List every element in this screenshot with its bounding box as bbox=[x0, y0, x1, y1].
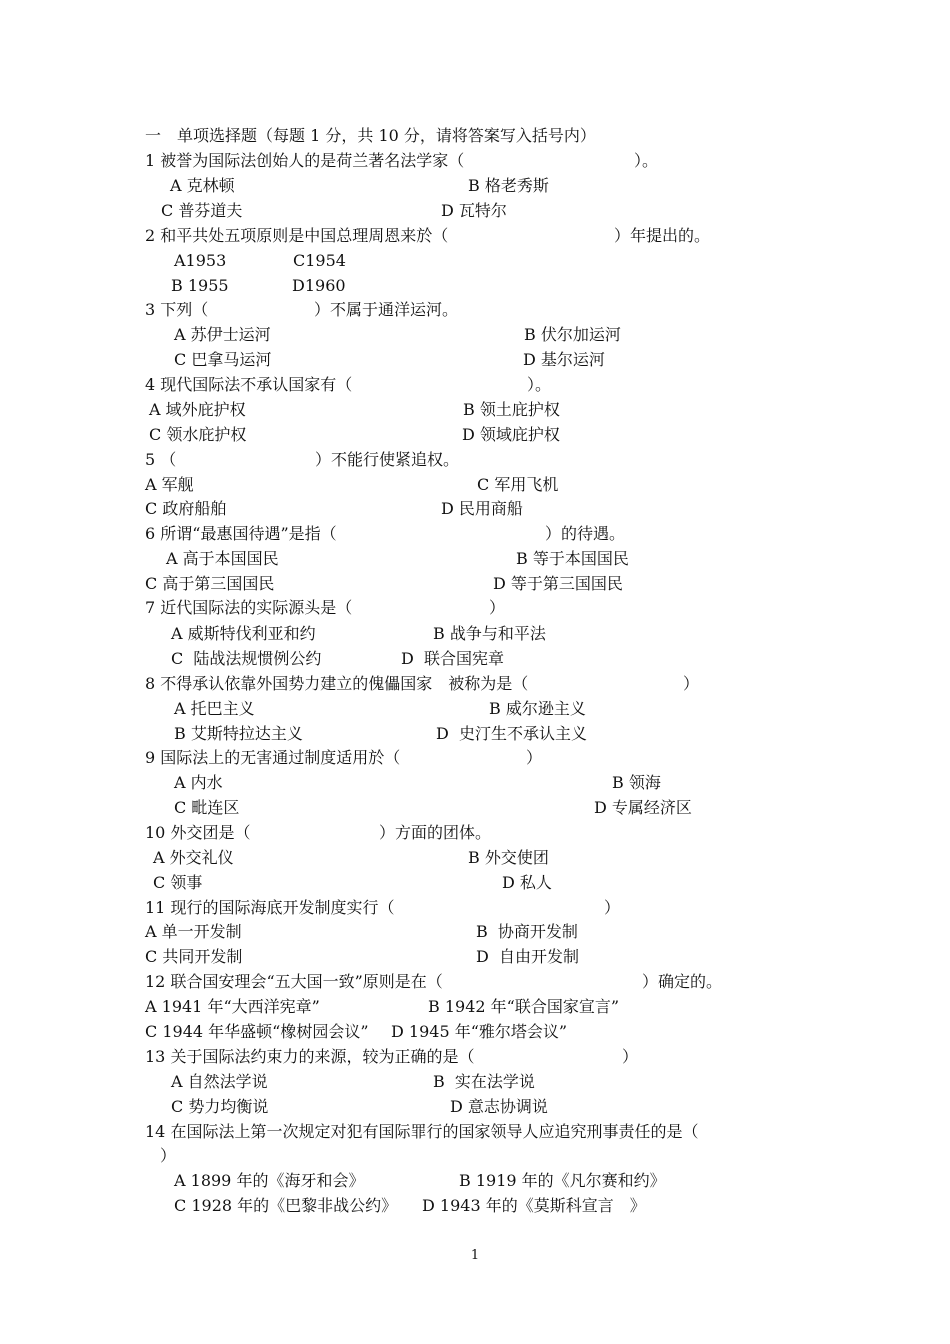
question-4-option-a: A 域外庇护权 bbox=[149, 400, 246, 419]
question-5-option-c2: C 政府船舶 bbox=[145, 499, 227, 518]
question-14-option-d: D 1943 年的《莫斯科宣言 》 bbox=[422, 1196, 646, 1215]
question-10-option-a: A 外交礼仪 bbox=[153, 848, 234, 867]
question-2-option-d: D1960 bbox=[292, 276, 346, 295]
question-7-option-d: D 联合国宪章 bbox=[401, 649, 505, 668]
question-12-stem-end: ）确定的。 bbox=[642, 972, 723, 991]
question-13-option-c: C 势力均衡说 bbox=[171, 1097, 269, 1116]
question-10-stem-end: ）方面的团体。 bbox=[379, 823, 492, 842]
question-5-stem-end: ）不能行使紧追权。 bbox=[315, 450, 460, 469]
question-6-option-c: C 高于第三国国民 bbox=[145, 574, 275, 593]
question-3-option-b: B 伏尔加运河 bbox=[524, 325, 621, 344]
question-7-option-b: B 战争与和平法 bbox=[433, 624, 546, 643]
question-8-option-b: B 威尔逊主义 bbox=[489, 699, 586, 718]
question-8-option-d: D 史汀生不承认主义 bbox=[436, 724, 588, 743]
question-8-option-a: A 托巴主义 bbox=[174, 699, 255, 718]
question-5-option-d: D 民用商船 bbox=[441, 499, 523, 518]
question-2-option-c: C1954 bbox=[293, 251, 346, 270]
question-14-stem: 14 在国际法上第一次规定对犯有国际罪行的国家领导人应追究刑事责任的是（ bbox=[145, 1122, 699, 1141]
question-2-stem: 2 和平共处五项原则是中国总理周恩来於（ bbox=[145, 226, 449, 245]
question-9-option-c: C 毗连区 bbox=[174, 798, 240, 817]
question-11-option-b: B 协商开发制 bbox=[476, 922, 578, 941]
question-12-option-b: B 1942 年“联合国家宣言” bbox=[428, 997, 620, 1016]
question-11-stem-end: ） bbox=[604, 898, 621, 917]
question-5-option-c: C 军用飞机 bbox=[477, 475, 559, 494]
question-8-stem: 8 不得承认依靠外国势力建立的傀儡国家 被称为是（ bbox=[145, 674, 529, 693]
question-2-stem-end: ）年提出的。 bbox=[614, 226, 711, 245]
question-6-option-b: B 等于本国国民 bbox=[516, 549, 629, 568]
question-5-option-a: A 军舰 bbox=[145, 475, 194, 494]
question-4-option-b: B 领土庇护权 bbox=[463, 400, 560, 419]
question-11-stem: 11 现行的国际海底开发制度实行（ bbox=[145, 898, 395, 917]
question-4-option-c: C 领水庇护权 bbox=[149, 425, 247, 444]
question-3-option-a: A 苏伊士运河 bbox=[174, 325, 271, 344]
question-9-stem-end: ） bbox=[526, 748, 543, 767]
question-13-stem: 13 关于国际法约束力的来源，较为正确的是（ bbox=[145, 1047, 475, 1066]
question-7-stem: 7 近代国际法的实际源头是（ bbox=[145, 598, 353, 617]
question-1-stem-end: ）。 bbox=[634, 151, 659, 170]
question-5-stem: 5 （ bbox=[145, 450, 177, 469]
question-8-option-c: B 艾斯特拉达主义 bbox=[174, 724, 303, 743]
question-12-stem: 12 联合国安理会“五大国一致”原则是在（ bbox=[145, 972, 443, 991]
question-11-option-d: D 自由开发制 bbox=[476, 947, 580, 966]
question-3-stem-end: ）不属于通洋运河。 bbox=[314, 300, 459, 319]
question-4-stem-end: ）。 bbox=[527, 375, 552, 394]
question-6-option-a: A 高于本国国民 bbox=[166, 549, 279, 568]
question-13-stem-end: ） bbox=[622, 1047, 639, 1066]
question-12-option-d: D 1945 年“雅尔塔会议” bbox=[391, 1022, 568, 1041]
question-11-option-a: A 单一开发制 bbox=[145, 922, 242, 941]
question-3-stem: 3 下列（ bbox=[145, 300, 209, 319]
question-2-option-b: B 1955 bbox=[171, 276, 229, 295]
question-6-stem-end: ）的待遇。 bbox=[545, 524, 626, 543]
question-1-option-d: D 瓦特尔 bbox=[441, 201, 507, 220]
question-10-option-c: C 领事 bbox=[153, 873, 203, 892]
question-10-option-d: D 私人 bbox=[502, 873, 552, 892]
question-9-option-b: B 领海 bbox=[612, 773, 661, 792]
question-13-option-d: D 意志协调说 bbox=[450, 1097, 548, 1116]
question-4-stem: 4 现代国际法不承认国家有（ bbox=[145, 375, 353, 394]
question-9-option-d: D 专属经济区 bbox=[594, 798, 692, 817]
question-10-stem: 10 外交团是（ bbox=[145, 823, 251, 842]
question-12-option-a: A 1941 年“大西洋宪章” bbox=[145, 997, 320, 1016]
question-3-option-c: C 巴拿马运河 bbox=[174, 350, 272, 369]
question-8-stem-end: ） bbox=[683, 674, 700, 693]
question-12-option-c: C 1944 年华盛顿“橡树园会议” bbox=[145, 1022, 369, 1041]
question-14-stem-end: ） bbox=[160, 1146, 177, 1165]
question-6-option-d: D 等于第三国国民 bbox=[493, 574, 623, 593]
section-title: 一 单项选择题（每题 1 分，共 10 分，请将答案写入括号内） bbox=[145, 126, 596, 145]
page-number: 1 bbox=[470, 1248, 480, 1263]
question-1-option-b: B 格老秀斯 bbox=[468, 176, 549, 195]
question-14-option-b: B 1919 年的《凡尔赛和约》 bbox=[459, 1171, 666, 1190]
question-9-stem: 9 国际法上的无害通过制度适用於（ bbox=[145, 748, 401, 767]
question-1-stem: 1 被誉为国际法创始人的是荷兰著名法学家（ bbox=[145, 151, 465, 170]
question-13-option-a: A 自然法学说 bbox=[171, 1072, 268, 1091]
question-2-option-a: A1953 bbox=[174, 251, 227, 270]
question-10-option-b: B 外交使团 bbox=[468, 848, 549, 867]
question-7-stem-end: ） bbox=[489, 598, 506, 617]
question-9-option-a: A 内水 bbox=[174, 773, 223, 792]
question-1-option-c: C 普芬道夫 bbox=[161, 201, 243, 220]
question-7-option-a: A 威斯特伐利亚和约 bbox=[171, 624, 316, 643]
question-6-stem: 6 所谓“最惠国待遇”是指（ bbox=[145, 524, 337, 543]
question-1-option-a: A 克林顿 bbox=[170, 176, 235, 195]
question-13-option-b: B 实在法学说 bbox=[433, 1072, 535, 1091]
question-14-option-c: C 1928 年的《巴黎非战公约》 bbox=[174, 1196, 398, 1215]
question-4-option-d: D 领域庇护权 bbox=[462, 425, 560, 444]
question-7-option-c: C 陆战法规惯例公约 bbox=[171, 649, 322, 668]
question-14-option-a: A 1899 年的《海牙和会》 bbox=[174, 1171, 365, 1190]
question-11-option-c: C 共同开发制 bbox=[145, 947, 243, 966]
question-3-option-d: D 基尔运河 bbox=[523, 350, 605, 369]
